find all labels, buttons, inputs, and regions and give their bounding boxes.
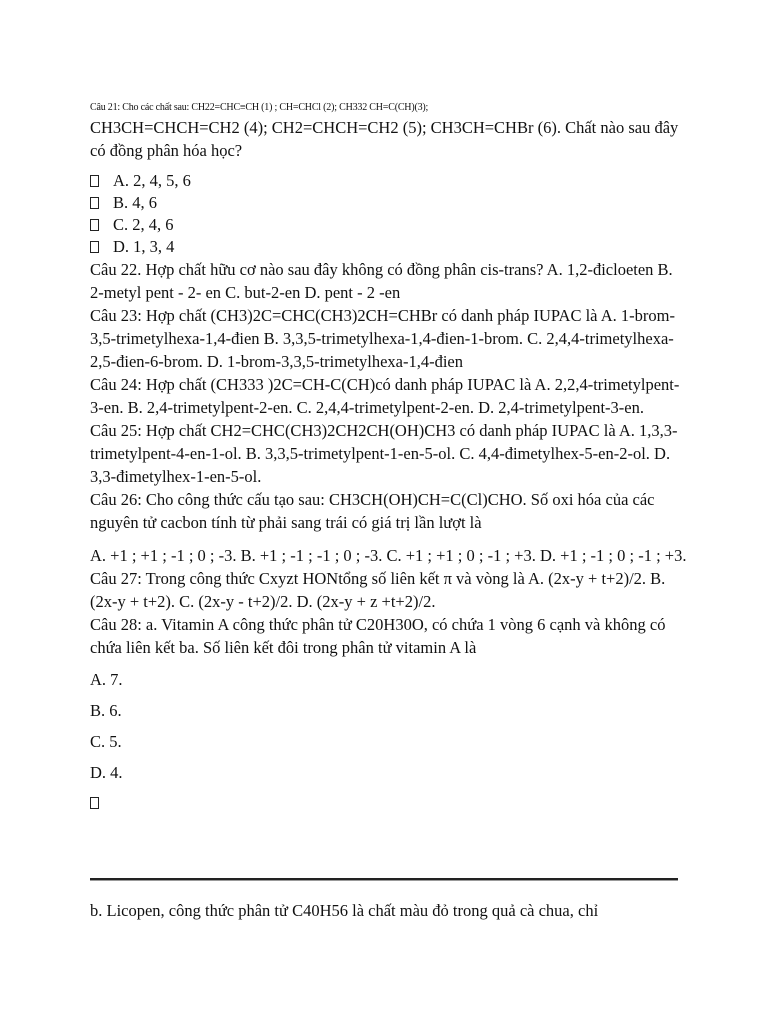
checkbox-icon (90, 175, 99, 187)
q28-option-d: D. 4. (90, 763, 123, 782)
q21-option-b-label: B. 4, 6 (113, 193, 158, 212)
q28-option-a: A. 7. (90, 670, 123, 689)
q21-option-d (90, 236, 690, 258)
q21-header: Câu 21: Cho các chất sau: CH22=CHC≡CH (1) ; CH=CHCl (2); CH332 CH=C(CH)(3); (90, 102, 429, 113)
q27-text: Câu 27: Trong công thức Cxyzt HONtổng số liên kết π và vòng là A. (2x-y + t+2)/2. B. (2x-y + t+2). C. (2x-y - t+2)/2. D. (2x-y + z +t+2)/2. (90, 569, 666, 611)
q21-option-a-label: A. 2, 4, 5, 6 (113, 171, 191, 190)
q28-option-c: C. 5. (90, 732, 122, 751)
q28-question: Câu 28: a. Vitamin A công thức phân tử C20H30O, có chứa 1 vòng 6 cạnh và không có chứa liên kết ba. Số liên kết đôi trong phân tử vitamin A là (90, 615, 666, 657)
checkbox-icon (90, 219, 99, 231)
q26-question: Câu 26: Cho công thức cấu tạo sau: CH3CH(OH)CH=C(Cl)CHO. Số oxi hóa của các nguyên tử cacbon tính từ phải sang trái có giá trị lần lượt là (90, 490, 655, 532)
q28-option-b: B. 6. (90, 701, 122, 720)
q26-answers: A. +1 ; +1 ; -1 ; 0 ; -3. B. +1 ; -1 ; -1 ; 0 ; -3. C. +1 ; +1 ; 0 ; -1 ; +3. D. +1 ; -1 ; 0 ; -1 ; +3. (90, 546, 687, 565)
section-divider (90, 878, 678, 881)
q21-option-c-label: C. 2, 4, 6 (113, 215, 174, 234)
q21-option-c (90, 214, 690, 236)
q25-text: Câu 25: Hợp chất CH2=CHC(CH3)2CH2CH(OH)CH3 có danh pháp IUPAC là A. 1,3,3-trimetylpent-4-en-1-ol. B. 3,3,5-trimetylpent-1-en-5-ol. C. 4,4-đimetylhex-5-en-2-ol. D. 3,3-đimetylhex-1-en-5-ol. (90, 421, 678, 486)
checkbox-icon (90, 241, 99, 253)
q22-text: Câu 22. Hợp chất hữu cơ nào sau đây không có đồng phân cis-trans? A. 1,2-đicloeten B. 2-metyl pent - 2- en C. but-2-en D. pent - 2 -en (90, 260, 673, 302)
q23-text: Câu 23: Hợp chất (CH3)2C=CHC(CH3)2CH=CHBr có danh pháp IUPAC là A. 1-brom-3,5-trimetylhexa-1,4-đien B. 3,3,5-trimetylhexa-1,4-đien-1-brom. C. 2,4,4-trimetylhexa-2,5-đien-6-brom. D. 1-brom-3,3,5-trimetylhexa-1,4-đien (90, 306, 675, 371)
part-b-text: b. Licopen, công thức phân tử C40H56 là chất màu đỏ trong quả cà chua, chỉ (90, 901, 599, 920)
q21-body: CH3CH=CHCH=CH2 (4); CH2=CHCH=CH2 (5); CH3CH=CHBr (6). Chất nào sau đây có đồng phân hóa học? (90, 118, 679, 160)
q21-option-d-label: D. 1, 3, 4 (113, 237, 175, 256)
q21-option-a (90, 170, 690, 192)
checkbox-icon (90, 797, 99, 809)
empty-checkbox-row (90, 792, 690, 814)
document-page (90, 100, 690, 814)
q21-option-b (90, 192, 690, 214)
q21-options (90, 170, 690, 258)
q24-text: Câu 24: Hợp chất (CH333 )2C=CH-C(CH)có danh pháp IUPAC là A. 2,2,4-trimetylpent-3-en. B. 2,4-trimetylpent-2-en. C. 2,4,4-trimetylpent-2-en. D. 2,4-trimetylpent-3-en. (90, 375, 680, 417)
checkbox-icon (90, 197, 99, 209)
